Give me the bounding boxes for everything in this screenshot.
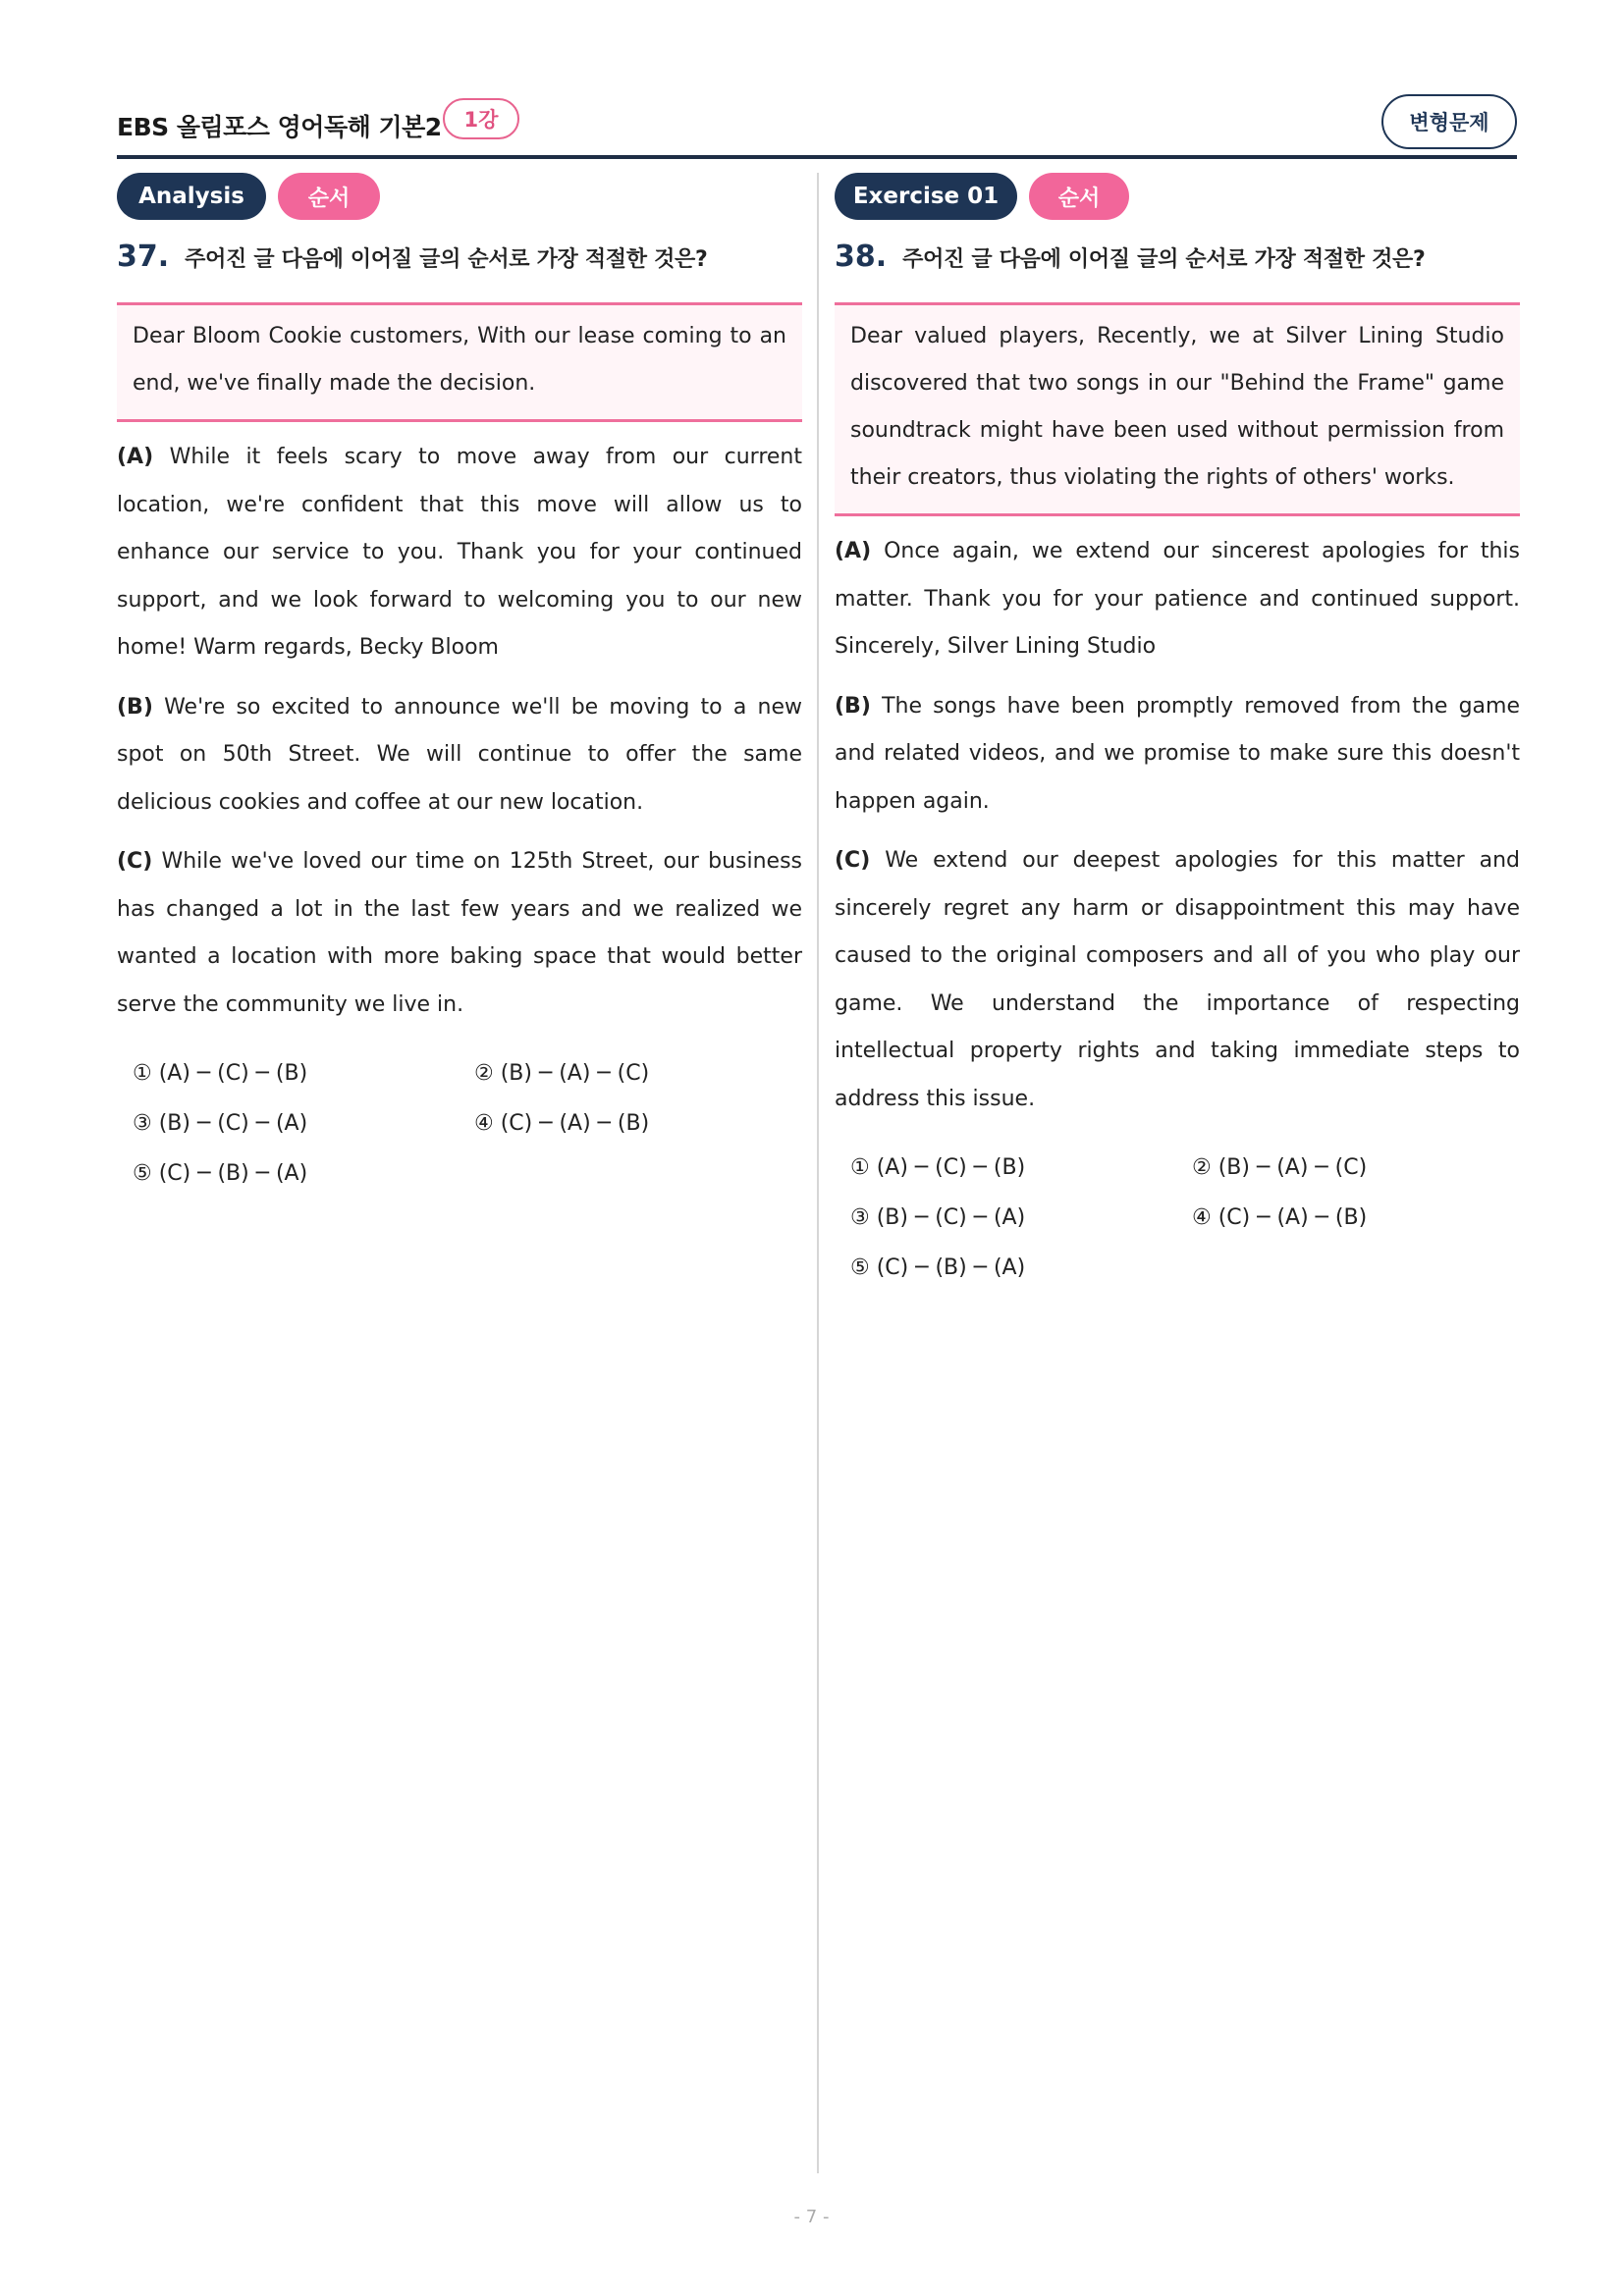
question-tags xyxy=(835,173,1520,222)
paragraph-label: (A) xyxy=(117,445,154,469)
option-4[interactable]: ④ (C) ─ (A) ─ (B) xyxy=(1192,1205,1368,1230)
question-text: 주어진 글 다음에 이어질 글의 순서로 가장 적절한 것은? xyxy=(185,247,708,272)
question-number: 38. xyxy=(835,240,888,274)
header-rule xyxy=(117,155,1517,159)
option-3[interactable]: ③ (B) ─ (C) ─ (A) xyxy=(850,1205,1026,1230)
book-title: EBS 올림포스 영어독해 기본2 xyxy=(117,113,442,141)
paragraph-c xyxy=(117,838,802,1029)
paragraph-label: (C) xyxy=(117,849,153,874)
option-4[interactable]: ④ (C) ─ (A) ─ (B) xyxy=(474,1111,650,1136)
paragraph-label: (C) xyxy=(835,848,871,873)
lesson-badge: 1강 xyxy=(443,98,519,139)
answer-options xyxy=(835,1143,1520,1293)
analysis-tag: Analysis xyxy=(117,173,266,220)
question-tags xyxy=(117,173,802,222)
option-5[interactable]: ⑤ (C) ─ (B) ─ (A) xyxy=(133,1161,308,1186)
paragraph-text: Once again, we extend our sincerest apologies for this matter. Thank you for your patience and continued support. Sincerely, Silver Lining Studio xyxy=(835,539,1520,659)
paragraph-text: While we've loved our time on 125th Street, our business has changed a lot in the last few years and we realized we wanted a location with more baking space that would better serve the community we live in. xyxy=(117,849,802,1017)
paragraph-b xyxy=(117,684,802,828)
order-tag: 순서 xyxy=(278,173,380,220)
question-text: 주어진 글 다음에 이어질 글의 순서로 가장 적절한 것은? xyxy=(902,247,1426,272)
paragraph-c xyxy=(835,837,1520,1123)
paragraph-text: The songs have been promptly removed from the game and related videos, and we promise to make sure this doesn't happen again. xyxy=(835,693,1520,814)
paragraph-text: We're so excited to announce we'll be moving to a new spot on 50th Street. We will continue to offer the same delicious cookies and coffee at our new location. xyxy=(117,694,802,815)
page-number: - 7 - xyxy=(793,2207,830,2227)
order-tag: 순서 xyxy=(1029,173,1129,220)
paragraph-a xyxy=(117,434,802,672)
paragraph-b xyxy=(835,683,1520,827)
paragraph-text: While it feels scary to move away from our current location, we're confident that this move will allow us to enhance our service to you. Thank you for your continued support, and we look forward to welcoming you to our new home! Warm regards, Becky Bloom xyxy=(117,445,802,660)
right-column xyxy=(835,173,1520,1293)
paragraph-text: We extend our deepest apologies for this matter and sincerely regret any harm or disappointment this may have caused to the original composers and all of you who play our game. We understand the importance of respecting intellectual property rights and taking immediate steps to address this issue. xyxy=(835,848,1520,1111)
option-2[interactable]: ② (B) ─ (A) ─ (C) xyxy=(1192,1155,1368,1180)
question-number: 37. xyxy=(117,240,170,274)
left-column xyxy=(117,173,802,1199)
given-passage: Dear Bloom Cookie customers, With our lease coming to an end, we've finally made the decision. xyxy=(117,302,802,422)
paragraph-label: (A) xyxy=(835,539,872,563)
paragraph-label: (B) xyxy=(117,694,153,720)
option-5[interactable]: ⑤ (C) ─ (B) ─ (A) xyxy=(850,1255,1026,1280)
exercise-tag: Exercise 01 xyxy=(835,173,1017,220)
option-1[interactable]: ① (A) ─ (C) ─ (B) xyxy=(133,1061,308,1086)
option-3[interactable]: ③ (B) ─ (C) ─ (A) xyxy=(133,1111,308,1136)
column-divider xyxy=(817,173,819,2173)
page-header xyxy=(117,98,1517,157)
option-1[interactable]: ① (A) ─ (C) ─ (B) xyxy=(850,1155,1026,1180)
variant-badge: 변형문제 xyxy=(1381,94,1517,149)
option-2[interactable]: ② (B) ─ (A) ─ (C) xyxy=(474,1061,650,1086)
paragraph-label: (B) xyxy=(835,693,871,719)
answer-options xyxy=(117,1048,802,1199)
given-passage: Dear valued players, Recently, we at Silver Lining Studio discovered that two songs in our "Behind the Frame" game soundtrack might have been used without permission from their creators, thus violating the rights of others' works. xyxy=(835,302,1520,516)
paragraph-a xyxy=(835,528,1520,671)
question-heading xyxy=(117,240,802,298)
question-heading xyxy=(835,240,1520,298)
